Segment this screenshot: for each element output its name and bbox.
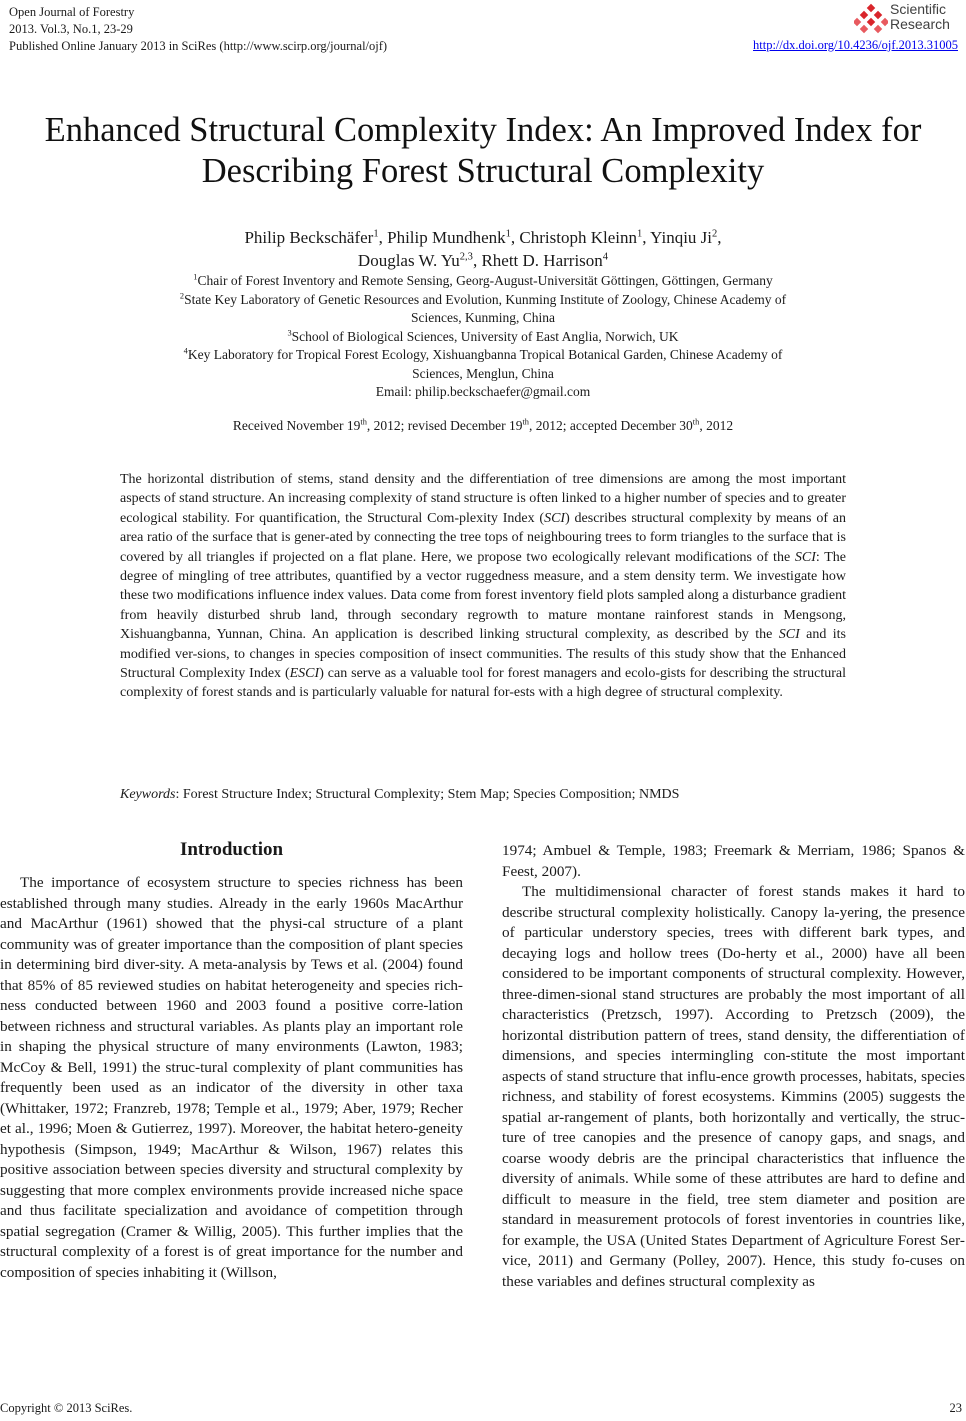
author-name: Philip Beckschäfer: [244, 228, 374, 247]
journal-volume: 2013. Vol.3, No.1, 23-29: [9, 22, 133, 36]
affiliation-2: [100, 291, 866, 310]
abstract-italic: SCI: [544, 510, 566, 526]
date-text: , 2012; accepted December 30: [528, 418, 693, 433]
section-heading: Introduction: [179, 839, 284, 860]
journal-name: Open Journal of Forestry: [9, 5, 135, 19]
affiliation-text: Chair of Forest Inventory and Remote Sensing, Georg-August-Universität Göttingen, Göttingen, Germany: [197, 273, 773, 288]
author-name: , Rhett D. Harrison: [472, 251, 603, 270]
author-name: , Yinqiu Ji: [642, 228, 713, 247]
affiliation-text: State Key Laboratory of Genetic Resources and Evolution, Kunming Institute of Zoology, Chinese Academy of: [184, 291, 787, 307]
author-sup: 2: [712, 228, 718, 240]
date-text: , 2012: [699, 418, 734, 433]
page-number: 23: [949, 1401, 962, 1415]
keywords-text: : Forest Structure Index; Structural Complexity; Stem Map; Species Composition; NMDS: [175, 787, 680, 802]
date-sup: th: [360, 417, 367, 427]
author-sup: 2,3: [459, 251, 473, 263]
author-name: , Christoph Kleinn: [510, 228, 638, 247]
title-line-2: Describing Forest Structural Complexity: [201, 152, 765, 190]
author-line-1: [60, 226, 906, 249]
paragraph: 1974; Ambuel & Temple, 1983; Freemark & Merriam, 1986; Spanos & Feest, 2007).: [502, 842, 965, 880]
date-sup: th: [522, 417, 529, 427]
affiliations: [100, 272, 866, 402]
abstract-text: ) can serve as a valuable tool for forest managers and ecolo-gists for describing the structural complexity of forest stands and is particularly valuable for natural for-ests with a high degree of structural complexity.: [120, 666, 847, 701]
affiliation-text: School of Biological Sciences, University of East Anglia, Norwich, UK: [291, 328, 679, 344]
abstract-italic: SCI: [778, 627, 800, 643]
body-column-right: [502, 841, 965, 1292]
author-sup: 1: [637, 228, 643, 240]
affiliation-text: Key Laboratory for Tropical Forest Ecology, Xishuangbanna Tropical Botanical Garden, Chinese Academy of: [187, 347, 783, 362]
abstract-text: : The degree of mingling of tree attributes, quantified by a vector ruggedness measure, and a stem density term. We investigate how these two modifications influence index values. Data come from forest inventory field plots sampled along a disturbance gradient from heavily disturbed shrub land, through secondary regrowth to mature montane rainforest stands in Mengsong, Xishuangbanna, Yunnan, China. An application is described linking structural complexity, as described by the: [120, 549, 846, 643]
logo-text-line2: Research: [890, 16, 950, 32]
paper-title: [0, 110, 966, 192]
publication-info: Published Online January 2013 in SciRes (http://www.scirp.org/journal/ojf): [9, 39, 388, 53]
scientific-research-logo: [854, 2, 958, 36]
affiliation-sup: 1: [193, 272, 198, 282]
affiliation-4-cont: Sciences, Menglun, China: [412, 365, 554, 381]
abstract-text: The horizontal distribution of stems, stand density and the differentiation of tree dimensions are among the most important aspects of stand structure. An increasing complexity of stand structure is often linked to a higher number of species and to greater ecological stability. For quantification, the Structural Com-plexity Index (: [120, 472, 846, 526]
received-dates: [0, 418, 966, 434]
affiliation-1: [100, 272, 866, 291]
author-sup: 4: [602, 251, 609, 263]
logo-diamond-icon: [854, 3, 888, 35]
doi-link[interactable]: http://dx.doi.org/10.4236/ojf.2013.31005: [753, 38, 958, 52]
author-sup: 1: [373, 228, 379, 240]
author-sup: 1: [505, 228, 511, 240]
copyright: Copyright © 2013 SciRes.: [0, 1401, 133, 1415]
abstract-text: and its modified ver-sions, to changes in species composition of insect communities. The results of this study show that the Enhanced Structural Complexity Index (: [120, 627, 846, 682]
author-line-2: [60, 249, 906, 272]
date-sup: th: [692, 417, 700, 427]
paragraph: The importance of ecosystem structure to species richness has been established through many studies. Already in the early 1960s MacArthur and MacArthur (1961) showed that the physi-cal structure of a plant community was of greater importance than the composition of plant species in determining bird diver-sity. A meta-analysis by Tews et al. (2004) found that 85% of 85 reviewed studies on habitat heterogeneity and species rich-ness conducted between 1960 and 2003 found a positive corre-lation between richness and structural variables. As plants play an important role in shaping the physical structure of many environments (Lawton, 1983; McCoy & Bell, 1991) the struc-tural complexity of plant communities has frequently been used as an indicator of the diversity in other taxa (Whittaker, 1972; Franzreb, 1978; Temple et al., 1979; Aber, 1979; Recher et al., 1996; Moen & Gutierrez, 1997). Moreover, the habitat hetero-geneity hypothesis (Simpson, 1949; MacArthur & Wilson, 1967) relates this positive association between species diversity and structural complexity by suggesting that more complex environments provide increased niche space and thus facilitate specialization and avoidance of competition through spatial segregation (Cramer & Willig, 2005). This further implies that the structural complexity of a forest is of great importance for the number and composition of species inhabiting it (Willson,: [0, 874, 463, 1281]
contact-email: Email: philip.beckschaefer@gmail.com: [375, 384, 591, 399]
author-list: [60, 226, 906, 272]
body-column-left: [0, 873, 463, 1283]
author-name: Douglas W. Yu: [357, 251, 460, 270]
affiliation-sup: 4: [183, 346, 188, 356]
date-text: Received November 19: [232, 418, 361, 433]
author-separator: ,: [717, 228, 722, 247]
abstract-italic: ESCI: [289, 666, 320, 682]
title-line-1: Enhanced Structural Complexity Index: An Improved Index for: [44, 111, 922, 149]
affiliation-sup: 3: [287, 328, 292, 337]
abstract-italic: SCI: [794, 549, 816, 565]
affiliation-4: [100, 346, 866, 365]
date-text: , 2012; revised December 19: [366, 418, 523, 433]
keywords-label: Keywords: [120, 787, 176, 802]
logo-text-line1: Scientific: [890, 1, 947, 17]
affiliation-3: [100, 328, 866, 347]
affiliation-sup: 2: [179, 291, 185, 300]
paragraph: The multidimensional character of forest stands makes it hard to describe structural complexity holistically. Canopy la-yering, the presence of particular understory species, trees with different bark types, and decaying logs and hollow trees (Do-herty et al., 2000) have all been considered to be important components of structural complexity. However, three-dimen-sional stand structures are probably the most important of all characteristics (Pretzsch, 1997). According to Pretzsch (2009), the horizontal distribution pattern of trees, stand density, the differentiation of dimensions, and species intermingling con-stitute the most important aspects of stand structure that influ-ence growth processes, habitats, species richness, and stability of forest ecosystems. Kimmins (2005) suggests the spatial ar-rangement of plants, both horizontally and vertically, the struc-ture of tree canopies and the presence of canopy gaps, and snags, and coarse woody debris are the principal characteristics that influence the diversity of animals. While some of these attributes are hard to define and difficult to measure in the field, tree stem diameter and position are standard in measurement protocols of forest inventories in countries like, for example, the USA (United States Department of Agriculture Forest Ser-vice, 2011) and Germany (Polley, 2007). Hence, this study fo-cuses on these variables and defines structural complexity as: [502, 883, 965, 1290]
abstract: [120, 470, 846, 703]
affiliation-2-cont: Sciences, Kunming, China: [411, 310, 555, 325]
keywords: [120, 787, 846, 803]
journal-header: [9, 4, 387, 55]
author-name: , Philip Mundhenk: [378, 228, 506, 247]
abstract-text: ) describes structural complexity by means of an area ratio of the surface that is gener-ated by connecting the tree tops of neighbouring trees to form triangles to the surface that is covered by all triangles if projected on a flat plane. Here, we propose two ecologically relevant modifications of the: [120, 510, 847, 565]
